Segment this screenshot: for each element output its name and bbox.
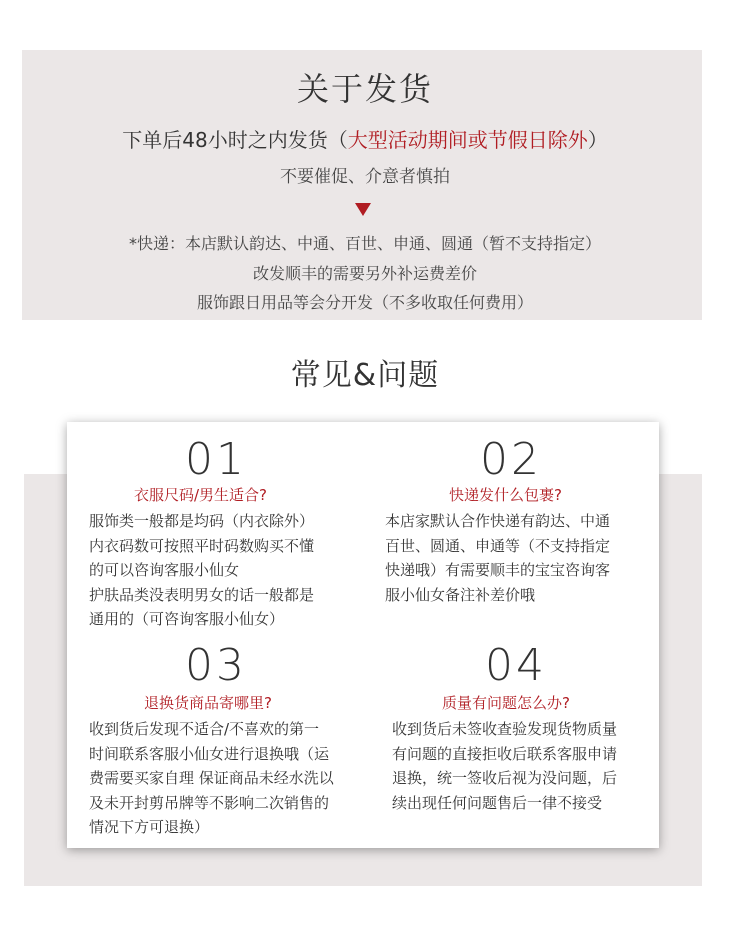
faq-answer-line: 内衣码数可按照平时码数购买不懂 [89, 536, 315, 555]
faq-number-03: 03 [185, 640, 247, 691]
faq-question-01: 衣服尺码/男生适合? [134, 486, 268, 504]
courier-notice: *快递：本店默认韵达、中通、百世、申通、圆通（暂不支持指定） [128, 234, 601, 253]
faq-title: 常见&问题 [290, 358, 440, 393]
holiday-exception-text: 大型活动期间或节假日除外 [347, 128, 588, 152]
faq-answer-line: 情况下方可退换） [89, 818, 210, 836]
faq-answer-line: 通用的（可咨询客服小仙女） [89, 610, 285, 628]
faq-answer-01 [89, 509, 314, 632]
shipping-title: 关于发货 [296, 70, 433, 108]
faq-answer-line: 护肤品类没表明男女的话一般都是 [89, 585, 315, 604]
faq-answer-line: 时间联系客服小仙女进行退换哦（运 [89, 744, 330, 763]
faq-number-01: 01 [185, 434, 247, 485]
faq-answer-line: 本店家默认合作快递有韵达、中通 [385, 512, 611, 530]
faq-answer-line: 服饰类一般都是均码（内衣除外） [89, 512, 315, 530]
faq-number-02: 02 [480, 434, 542, 485]
faq-answer-line: 收到货后发现不适合/不喜欢的第一 [89, 720, 320, 738]
shipping-time-suffix: ） [587, 128, 608, 152]
shipping-time-line [0, 124, 730, 153]
down-triangle-icon [355, 203, 371, 216]
separate-shipping-notice: 服饰跟日用品等会分开发（不多收取任何费用） [196, 293, 533, 312]
sf-express-notice: 改发顺丰的需要另外补运费差价 [252, 264, 477, 283]
faq-card [67, 422, 659, 848]
faq-question-04: 质量有问题怎么办? [442, 694, 570, 712]
faq-answer-line: 收到货后未签收查验发现货物质量 [392, 720, 618, 738]
faq-answer-04 [392, 717, 617, 815]
faq-answer-line: 有问题的直接拒收后联系客服申请 [392, 744, 618, 763]
faq-answer-line: 及未开封剪吊牌等不影响二次销售的 [89, 793, 330, 812]
faq-question-03: 退换货商品寄哪里? [144, 694, 272, 712]
faq-answer-02 [385, 509, 610, 607]
shipping-time-text: 下单后48小时之内发货（ [122, 128, 348, 152]
no-urge-notice: 不要催促、介意者慎拍 [280, 167, 450, 187]
faq-answer-line: 续出现任何问题售后一律不接受 [392, 793, 603, 812]
faq-answer-line: 百世、圆通、申通等（不支持指定 [385, 536, 611, 555]
faq-answer-line: 的可以咨询客服小仙女 [89, 561, 240, 579]
faq-answer-line: 快递哦）有需要顺丰的宝宝咨询客 [385, 561, 611, 579]
faq-answer-line: 服小仙女备注补差价哦 [385, 585, 536, 604]
faq-answer-03 [89, 717, 334, 840]
faq-answer-line: 退换，统一签收后视为没问题，后 [392, 769, 618, 787]
faq-answer-line: 费需要买家自理 保证商品未经水洗以 [89, 769, 334, 787]
faq-number-04: 04 [485, 640, 547, 691]
faq-question-02: 快递发什么包裹? [449, 486, 562, 504]
